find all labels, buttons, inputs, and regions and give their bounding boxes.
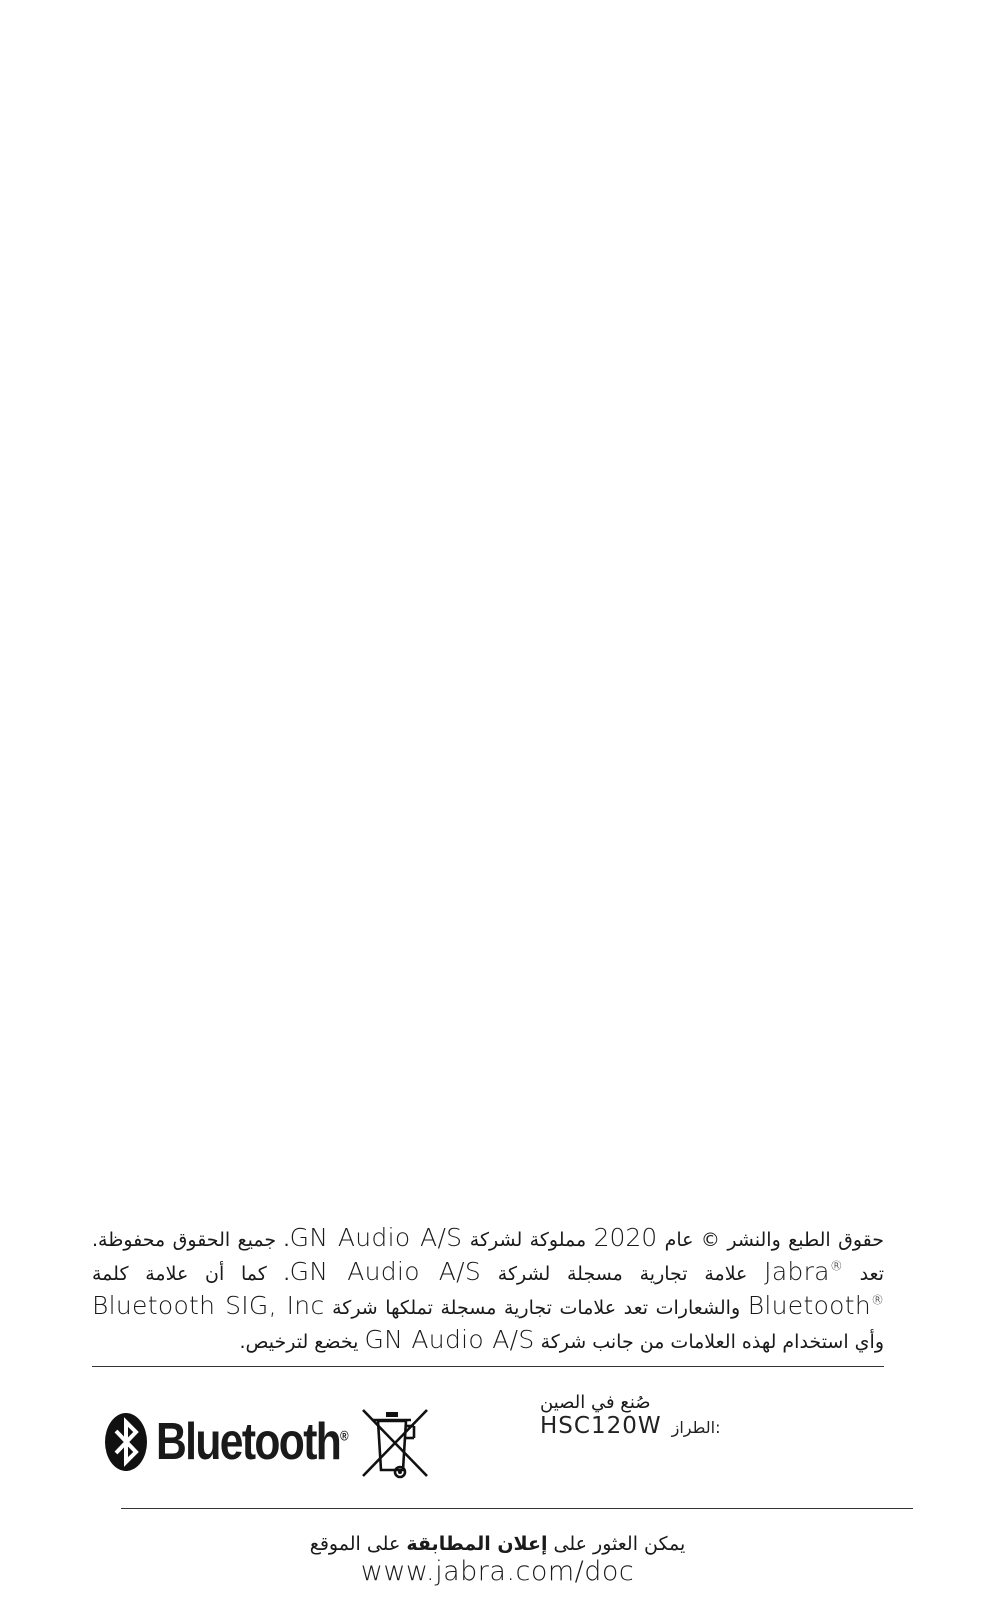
bluetooth-wordmark: Bluetooth® bbox=[156, 1413, 349, 1471]
jabra-trademark: ®Jabra bbox=[764, 1257, 843, 1286]
company-name: GN Audio A/S bbox=[289, 1257, 482, 1286]
legal-text: . جميع الحقوق محفوظة. تعد bbox=[92, 1229, 884, 1285]
legal-text: والشعارات تعد علامات تجارية مسجلة تملكها شركة bbox=[332, 1297, 741, 1319]
model-info bbox=[540, 1412, 720, 1442]
doc-url[interactable]: www.jabra.com/doc bbox=[360, 1556, 635, 1587]
company-name: GN Audio A/S bbox=[289, 1223, 463, 1252]
divider-top bbox=[92, 1366, 884, 1367]
divider-bottom bbox=[121, 1508, 913, 1509]
declaration-note bbox=[0, 1530, 995, 1558]
company-name: GN Audio A/S bbox=[364, 1325, 535, 1354]
bluetooth-sig: Bluetooth SIG, Inc bbox=[92, 1291, 325, 1320]
legal-text: علامة تجارية مسجلة لشركة bbox=[497, 1263, 748, 1285]
crossed-out-wheelie-bin-icon bbox=[357, 1404, 433, 1484]
declaration-of-conformity: إعلان المطابقة bbox=[406, 1533, 548, 1555]
legal-text: وأي استخدام لهذه العلامات من جانب شركة bbox=[540, 1331, 884, 1353]
registered-mark: ® bbox=[871, 1293, 885, 1309]
weee-symbol bbox=[357, 1404, 433, 1488]
legal-notice bbox=[92, 1222, 884, 1358]
registered-mark: ® bbox=[829, 1259, 843, 1275]
declaration-suffix: على الموقع bbox=[309, 1533, 401, 1555]
legal-text: حقوق الطبع والنشر © عام bbox=[664, 1229, 884, 1251]
bluetooth-trademark: ®Bluetooth bbox=[747, 1291, 885, 1320]
bluetooth-rune-icon bbox=[104, 1412, 148, 1472]
declaration-prefix: يمكن العثور على bbox=[553, 1533, 686, 1555]
made-in-china: صُنع في الصين bbox=[540, 1392, 651, 1413]
legal-text: . كما أن علامة كلمة bbox=[92, 1263, 290, 1285]
copyright-year: 2020 bbox=[593, 1223, 658, 1252]
bluetooth-logo bbox=[104, 1412, 391, 1472]
legal-text: مملوكة لشركة bbox=[469, 1229, 587, 1251]
model-label: الطراز: bbox=[671, 1418, 721, 1437]
model-number: HSC120W bbox=[540, 1413, 662, 1439]
legal-text: يخضع لترخيص. bbox=[239, 1331, 359, 1353]
